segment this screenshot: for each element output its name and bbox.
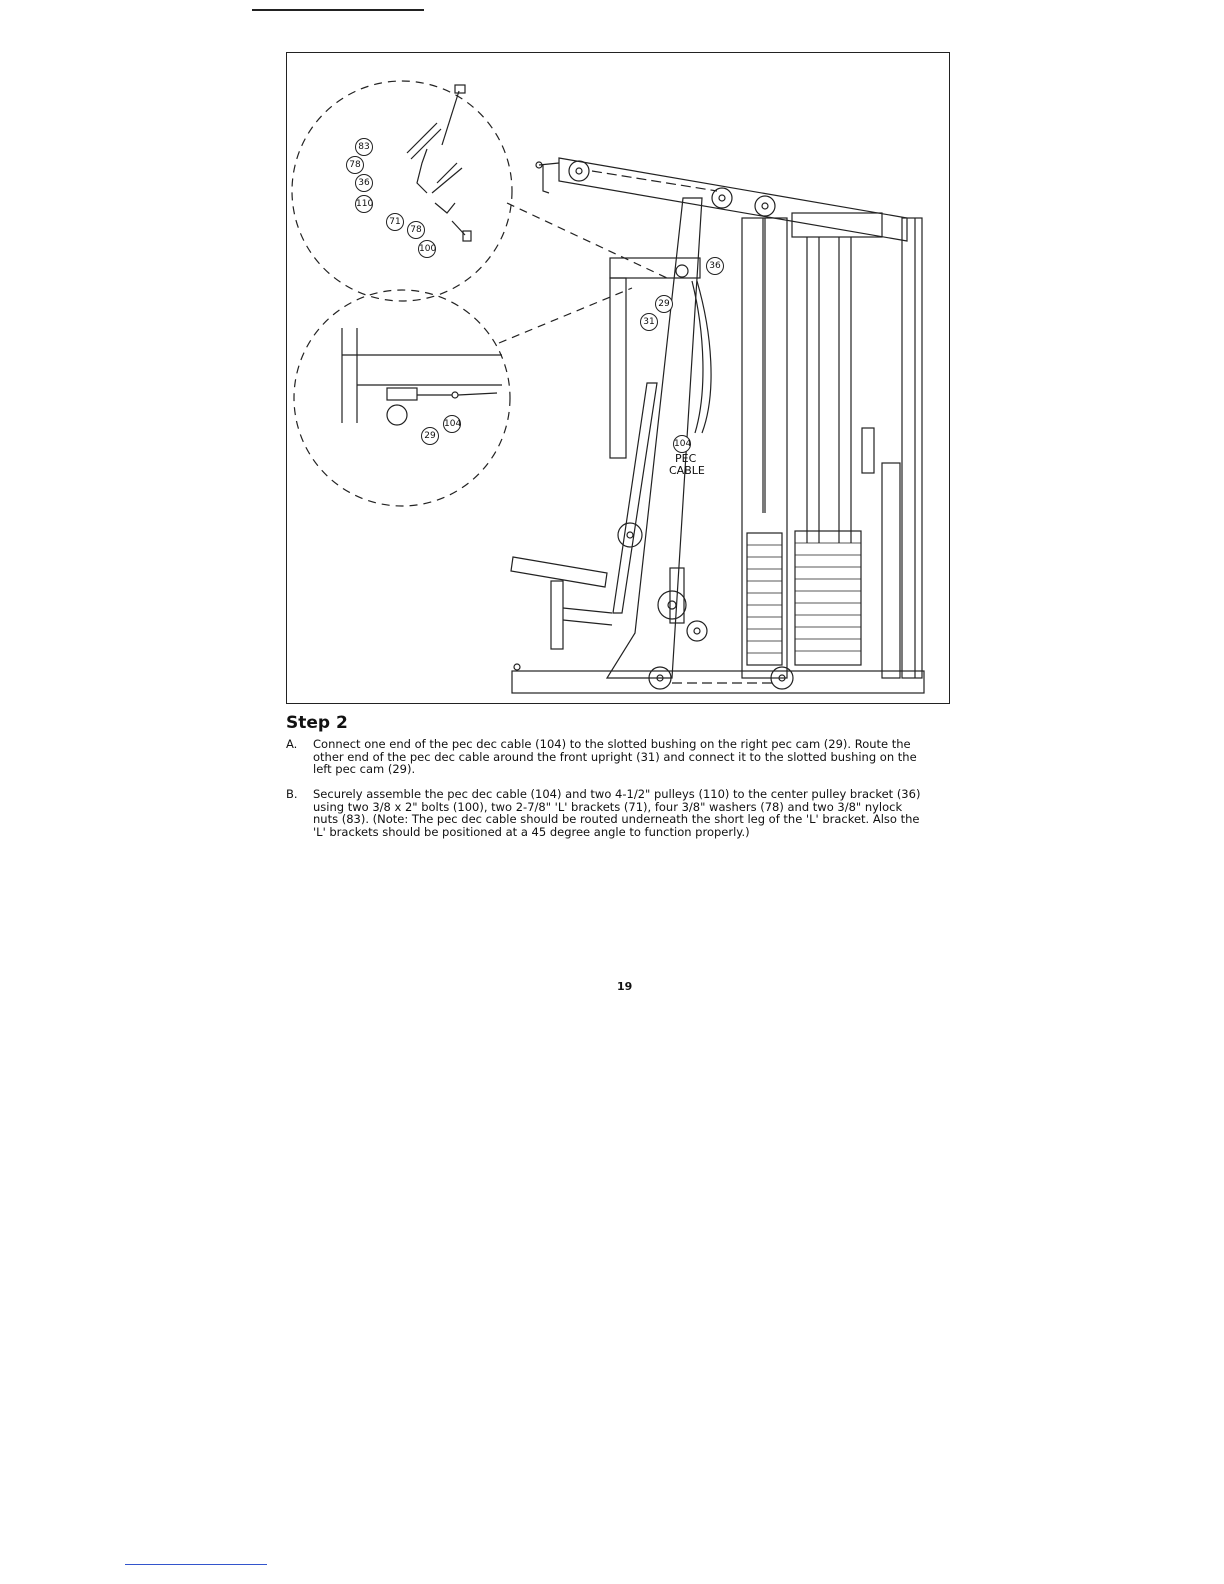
callout-36-frame: 36 [706,257,724,275]
instruction-a [286,738,926,776]
assembly-drawing [287,53,951,705]
top-rule [252,9,424,11]
page-number: 19 [617,980,633,993]
callout-29-detail: 29 [421,427,439,445]
callout-71: 71 [386,213,404,231]
instruction-b [286,788,926,838]
instruction-a-text: Connect one end of the pec dec cable (104) to the slotted bushing on the right pec cam (29). Route the other end of the pec dec cable around the front upright (31) and connect it to the slotted bushing on the left pec cam (29). [313,737,917,776]
callout-83: 83 [355,138,373,156]
instruction-b-marker: B. [286,787,298,801]
instruction-b-text: Securely assemble the pec dec cable (104) and two 4-1/2" pulleys (110) to the center pulley bracket (36) using two 3/8 x 2" bolts (100), two 2-7/8" 'L' brackets (71), four 3/8" washers (78) and two 3/8" nylock nuts (83). (Note: The pec dec cable should be routed underneath the short leg of the 'L' bracket. Also the 'L' brackets should be positioned at a 45 degree angle to function properly.) [313,787,921,839]
callout-104-frame: 104 [673,435,691,453]
detail-circle-pulleys [292,81,512,301]
step-title: Step 2 [286,713,348,733]
pec-label-line1: PEC [675,452,697,465]
callout-78-lower: 78 [407,221,425,239]
detail-circle-cam [294,290,510,506]
callout-78-upper: 78 [346,156,364,174]
callout-29-frame: 29 [655,295,673,313]
instruction-a-marker: A. [286,737,298,751]
callout-110: 110 [355,195,373,213]
pec-label-line2: CABLE [669,464,705,477]
callout-104-detail: 104 [443,415,461,433]
assembly-figure [286,52,950,704]
callout-100: 100 [418,240,436,258]
callout-31: 31 [640,313,658,331]
bottom-rule [125,1564,267,1565]
callout-36-detail: 36 [355,174,373,192]
